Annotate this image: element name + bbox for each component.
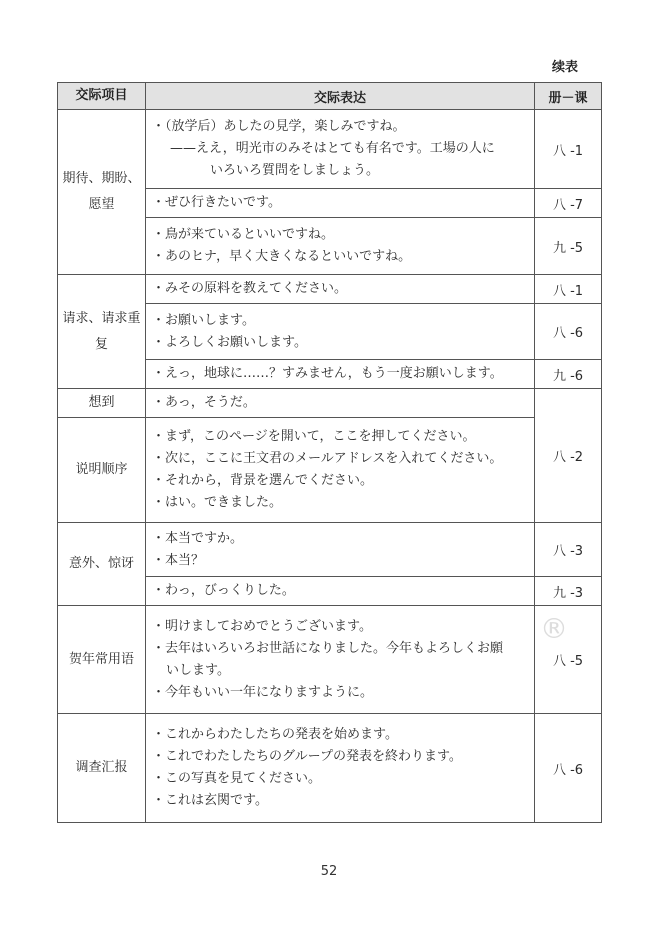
page-number: 52 (320, 864, 338, 879)
table-row (58, 110, 602, 189)
expression-line: ・（放学后）あしたの見学，楽しみですね。 (152, 119, 406, 134)
table-row (58, 389, 602, 418)
item-cell: 想到 (58, 389, 146, 418)
lesson-cell: 九 -5 (535, 218, 602, 275)
expression-line: ・はい。できました。 (152, 495, 283, 510)
item-label: 期待、期盼、愿望 (62, 171, 141, 212)
expression-cell (146, 218, 535, 275)
header-lesson: 册－课 (535, 83, 602, 110)
item-cell: 调查汇报 (58, 714, 146, 823)
expression-line: ・去年はいろいろお世話になりました。今年もよろしくお願 (152, 640, 504, 656)
expression-cell (146, 360, 535, 389)
expression-line: ・それから，背景を選んでください。 (152, 473, 374, 488)
lesson-cell: 九 -3 (535, 577, 602, 606)
continued-label: 续表 (551, 60, 578, 75)
expression-line: ・わっ，びっくりした。 (152, 583, 295, 598)
expression-line: ・これからわたしたちの発表を始めます。 (152, 727, 398, 742)
expression-cell (146, 389, 535, 418)
communication-table (57, 82, 602, 823)
expression-line: ・次に，ここに王文君のメールアドレスを入れてください。 (152, 451, 503, 466)
expression-line: いろいろ質問をしましょう。 (210, 163, 380, 178)
table-row (58, 523, 602, 577)
expression-cell (146, 189, 535, 218)
item-cell (58, 110, 146, 275)
lesson-cell: 八 -7 (535, 189, 602, 218)
watermark-registered-icon: ® (540, 612, 568, 645)
table-row (58, 714, 602, 823)
expression-line: ・あのヒナ，早く大きくなるといいですね。 (152, 249, 412, 264)
lesson-cell: 九 -6 (535, 360, 602, 389)
table-row (58, 418, 602, 523)
expression-line: いします。 (166, 662, 230, 678)
item-cell: 说明顺序 (58, 418, 146, 523)
item-label: 请求、请求重复 (62, 310, 141, 352)
header-expression: 交际表达 (146, 83, 535, 110)
lesson-cell: 八 -2 (535, 389, 602, 523)
expression-line: ・本当？ (152, 552, 205, 568)
lesson-cell: 八 -6 (535, 714, 602, 823)
expression-line: ・あっ，そうだ。 (152, 395, 256, 410)
expression-cell (146, 577, 535, 606)
expression-line: ・まず，このページを開いて，ここを押してください。 (152, 429, 476, 444)
expression-line: ・この写真を見てください。 (152, 771, 322, 786)
header-item: 交际项目 (58, 83, 146, 110)
expression-line: ・鳥が来ているといいですね。 (152, 227, 335, 242)
lesson-cell: 八 -1 (535, 110, 602, 189)
expression-line: ・本当ですか。 (152, 530, 244, 546)
expression-cell (146, 304, 535, 360)
expression-cell (146, 523, 535, 577)
expression-line: ・これは玄関です。 (152, 793, 268, 808)
expression-line: ・お願いします。 (152, 312, 255, 328)
expression-line: ・ぜひ行きたいです。 (152, 195, 281, 210)
lesson-cell: 八 -6 (535, 304, 602, 360)
table-row (58, 606, 602, 714)
expression-line: ・これでわたしたちのグループの発表を終わります。 (152, 749, 462, 764)
lesson-cell: 八 -1 (535, 275, 602, 304)
expression-line: ・よろしくお願いします。 (152, 334, 307, 350)
expression-line: ・明けましておめでとうございます。 (152, 618, 372, 634)
table-row (58, 275, 602, 304)
expression-line: ・今年もいい一年になりますように。 (152, 684, 374, 700)
lesson-cell: 八 -3 (535, 523, 602, 577)
expression-line: ・えっ，地球に……？すみません，もう一度お願いします。 (152, 366, 503, 381)
expression-cell (146, 110, 535, 189)
item-cell: 意外、惊讶 (58, 523, 146, 606)
expression-line: ——ええ，明光市のみそはとても有名です。工場の人に (170, 141, 495, 156)
expression-line: ・みその原料を教えてください。 (152, 281, 348, 296)
expression-cell (146, 418, 535, 523)
expression-cell (146, 606, 535, 714)
item-cell: 贺年常用语 (58, 606, 146, 714)
item-cell (58, 275, 146, 389)
lesson-cell: 八 -5 (535, 606, 602, 714)
table-header (58, 83, 602, 110)
expression-cell (146, 275, 535, 304)
expression-cell (146, 714, 535, 823)
